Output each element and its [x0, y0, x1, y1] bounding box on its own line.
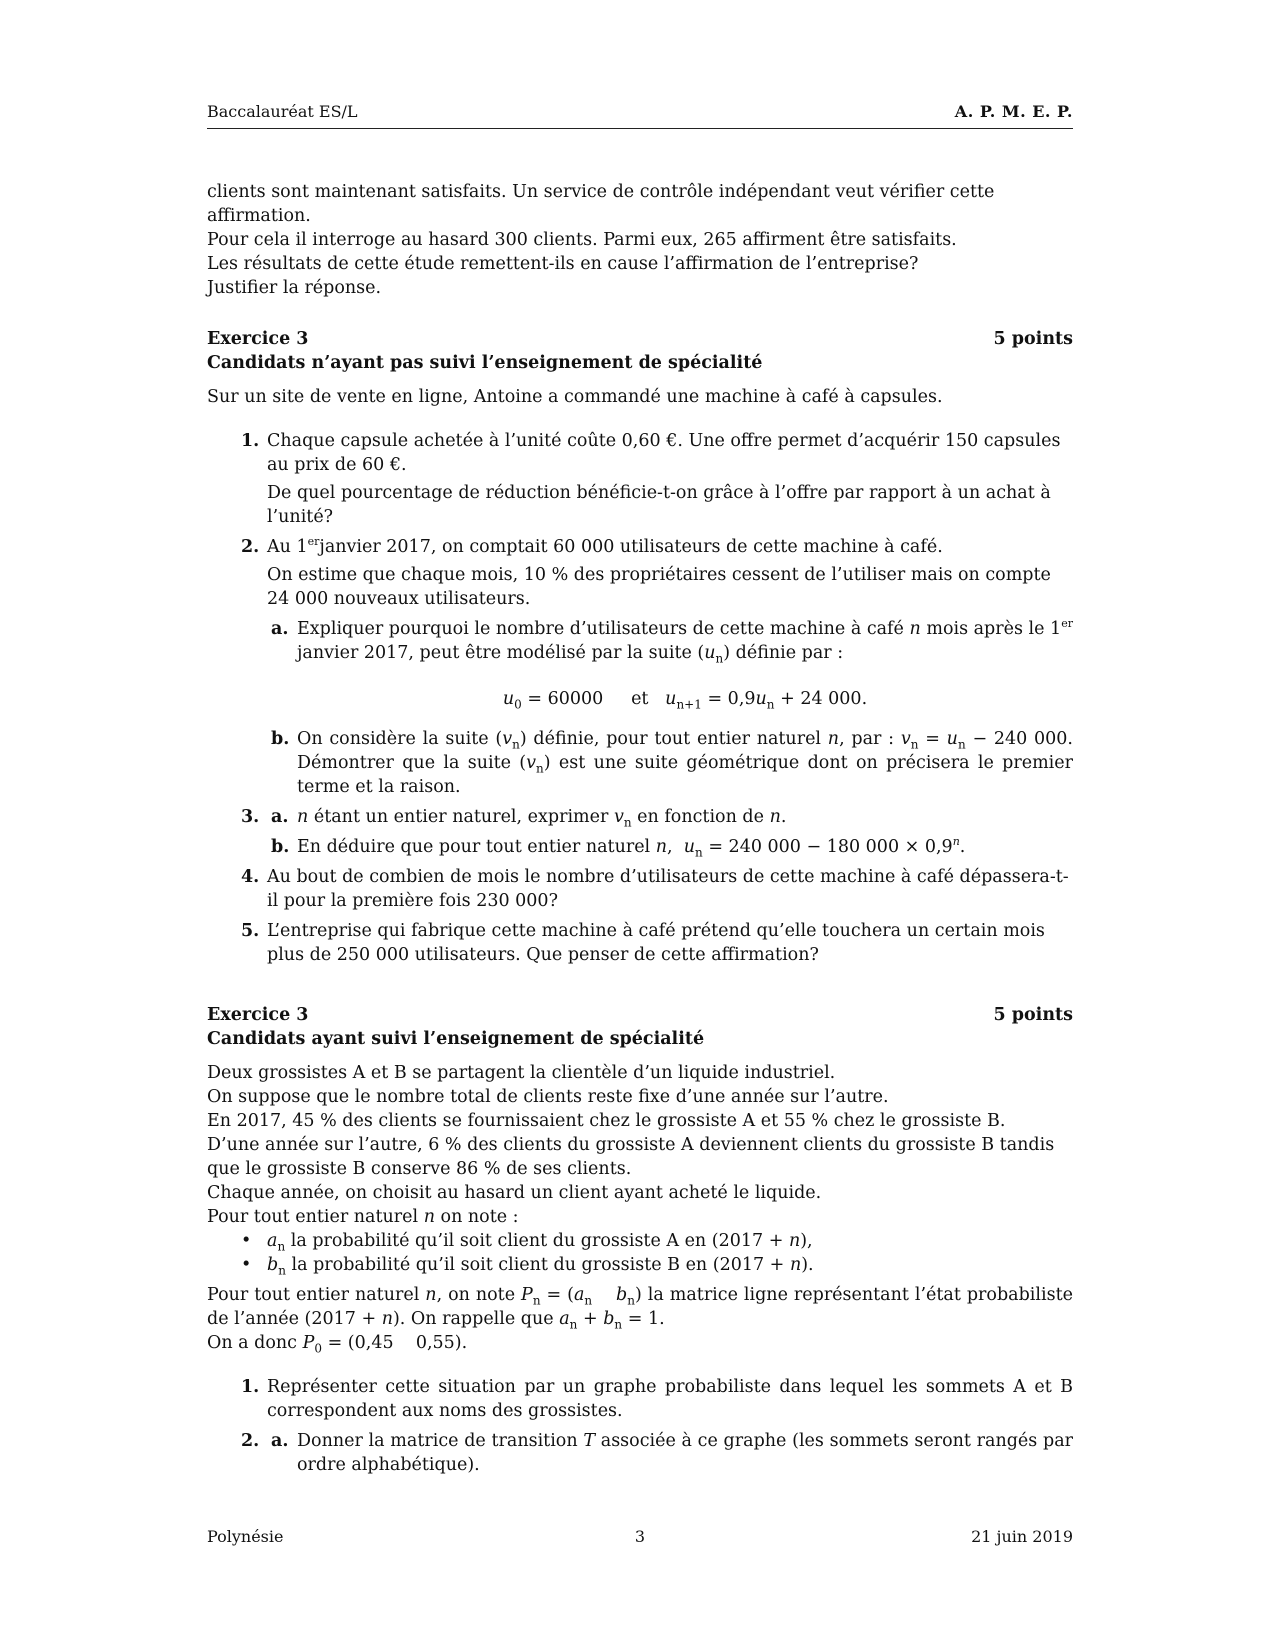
question-3a: [207, 805, 1073, 829]
intro-line-4: Justifier la réponse.: [207, 278, 382, 298]
exercise-heading: [207, 1003, 1073, 1027]
sub-question-letter: b.: [271, 837, 290, 857]
bullet-icon: •: [241, 1231, 252, 1251]
sub-question-letter: a.: [271, 1431, 289, 1451]
question-4: [207, 865, 1073, 913]
footer-left: Polynésie: [207, 1527, 284, 1546]
exercise-title: Exercice 3: [207, 1005, 309, 1025]
statement-line: En 2017, 45 % des clients se fournissaient chez le grossiste A et 55 % chez le grossiste B.: [207, 1111, 1006, 1131]
page-footer: [207, 1525, 1073, 1549]
header-left: Baccalauréat ES/L: [207, 102, 358, 121]
question-number: 1.: [241, 431, 260, 451]
question-text: On considère la suite $(v_n)$ définie, pour tout entier naturel n, par : $v_n = u_n - 240$ 000. Démontrer que la suite $(v_n)$ est une suite géométrique dont on précisera le premier terme et la raison.: [297, 729, 1073, 797]
statement-line: On a donc $P_0 = (0,45$ 0,55).: [207, 1333, 468, 1356]
question-text: Chaque capsule achetée à l’unité coûte 0,60 €. Une offre permet d’acquérir 150 capsules au prix de 60 €.: [267, 431, 1061, 475]
exercise-statement: [207, 1061, 1073, 1355]
question-5: [207, 919, 1073, 967]
exercise-3-nonspecialty: [207, 327, 1073, 967]
question-text: Donner la matrice de transition T associée à ce graphe (les sommets seront rangés par ordre alphabétique).: [297, 1431, 1073, 1475]
statement-line: Pour tout entier naturel n, on note $P_n = (a_n$ $b_n$) la matrice ligne représentant l’état probabiliste de l’année (2017 + n). On rappelle que $a_n + b_n = 1$.: [207, 1285, 1073, 1332]
question-number: 2.: [241, 537, 260, 557]
intro-line-2: Pour cela il interroge au hasard 300 clients. Parmi eux, 265 affirment être satisfaits.: [207, 230, 957, 250]
bullet-icon: •: [241, 1255, 252, 1275]
statement-line: Deux grossistes A et B se partagent la clientèle d’un liquide industriel.: [207, 1063, 836, 1083]
exercise-points: 5 points: [993, 329, 1073, 349]
question-number: 1.: [241, 1377, 260, 1397]
statement-line: D’une année sur l’autre, 6 % des clients du grossiste A deviennent clients du grossiste B tandis que le grossiste B conserve 86 % de ses clients.: [207, 1135, 1055, 1179]
question-text: Expliquer pourquoi le nombre d’utilisateurs de cette machine à café n mois après le 1er janvier 2017, peut être modélisé par la suite $(u_n)$ définie par :: [297, 617, 1073, 666]
question-number: 3.: [241, 807, 260, 827]
exercise-subtitle: Candidats ayant suivi l’enseignement de spécialité: [207, 1029, 705, 1049]
intro-paragraph: [207, 180, 1073, 300]
question-2b: [207, 727, 1073, 799]
exercise-points: 5 points: [993, 1005, 1073, 1025]
page-header: [207, 100, 1073, 129]
statement-line: Chaque année, on choisit au hasard un client ayant acheté le liquide.: [207, 1183, 822, 1203]
question-number: 2.: [241, 1431, 260, 1451]
question-text: n étant un entier naturel, exprimer $v_n$ en fonction de n.: [297, 807, 787, 830]
question-text: Au bout de combien de mois le nombre d’utilisateurs de cette machine à café dépassera-t-il pour la première fois 230 000?: [267, 867, 1069, 911]
question-2a: [207, 1429, 1073, 1477]
exercise-title: Exercice 3: [207, 329, 309, 349]
exercise-intro: Sur un site de vente en ligne, Antoine a commandé une machine à café à capsules.: [207, 387, 943, 407]
bullet-item: • $a_n$ la probabilité qu’il soit client du grossiste A en (2017 + n),: [241, 1231, 813, 1254]
sub-question-letter: a.: [271, 807, 289, 827]
question-2a: [207, 617, 1073, 665]
statement-line: On suppose que le nombre total de clients reste fixe d’une année sur l’autre.: [207, 1087, 889, 1107]
intro-line-3: Les résultats de cette étude remettent-ils en cause l’affirmation de l’entreprise?: [207, 254, 919, 274]
recurrence-equation: $u_0 = 60000$ et $u_{n+1} = 0,9u_n + 24$ 000.: [502, 689, 868, 712]
question-2: [207, 535, 1073, 611]
sub-question-letter: b.: [271, 729, 290, 749]
intro-line-1: clients sont maintenant satisfaits. Un service de contrôle indépendant veut vérifier cette affirmation.: [207, 182, 995, 226]
page-number: 3: [634, 1527, 646, 1546]
question-text: Au 1erjanvier 2017, on comptait 60 000 utilisateurs de cette machine à café.: [267, 535, 943, 557]
question-text: En déduire que pour tout entier naturel n, $u_n = 240$ 000 − 180 $000 \times 0,9^n$.: [297, 835, 966, 860]
question-text: De quel pourcentage de réduction bénéficie-t-on grâce à l’offre par rapport à un achat à l’unité?: [267, 483, 1051, 527]
exercise-3-specialty: [207, 1003, 1073, 1477]
question-3b: [207, 835, 1073, 859]
exercise-heading: [207, 327, 1073, 351]
sub-question-letter: a.: [271, 619, 289, 639]
question-number: 5.: [241, 921, 260, 941]
bullet-item: • $b_n$ la probabilité qu’il soit client du grossiste B en (2017 + n).: [241, 1255, 814, 1278]
question-1: [207, 1375, 1073, 1423]
question-text: On estime que chaque mois, 10 % des propriétaires cessent de l’utiliser mais on compte 24 000 nouveaux utilisateurs.: [267, 565, 1051, 609]
page-content: [207, 180, 1073, 1477]
question-text: Représenter cette situation par un graphe probabiliste dans lequel les sommets A et B correspondent aux noms des grossistes.: [267, 1377, 1073, 1421]
header-right: A. P. M. E. P.: [954, 102, 1073, 121]
question-1: [207, 429, 1073, 529]
question-text: L’entreprise qui fabrique cette machine à café prétend qu’elle touchera un certain mois plus de 250 000 utilisateurs. Que penser de cette affirmation?: [267, 921, 1045, 965]
question-number: 4.: [241, 867, 260, 887]
exercise-subtitle: Candidats n’ayant pas suivi l’enseignement de spécialité: [207, 353, 763, 373]
footer-right: 21 juin 2019: [971, 1527, 1073, 1546]
statement-line: Pour tout entier naturel n on note :: [207, 1207, 519, 1227]
